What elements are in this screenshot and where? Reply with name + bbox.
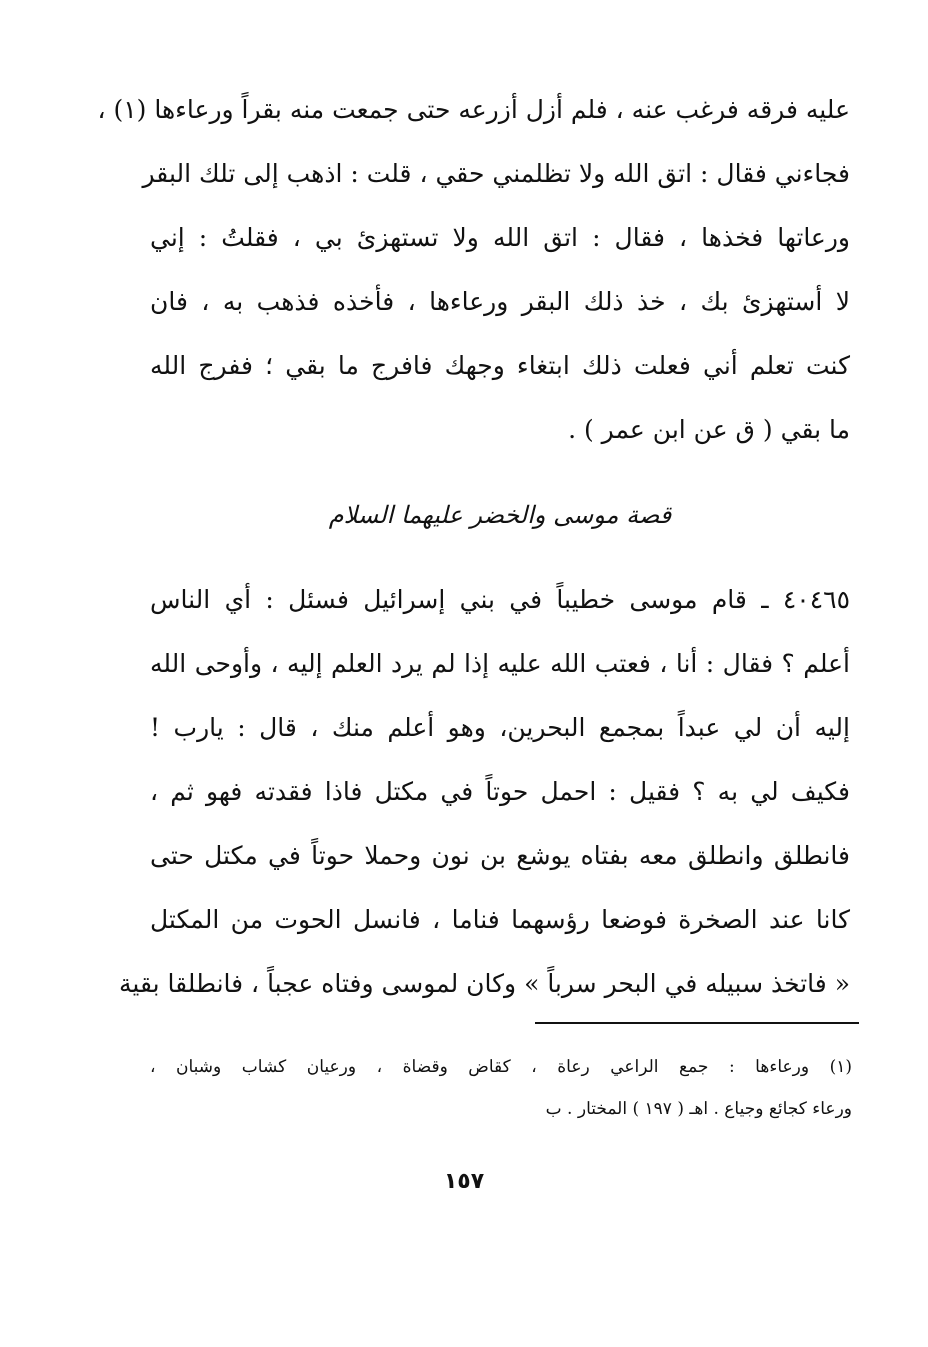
text-line: كنت تعلم أني فعلت ذلك ابتغاء وجهك فافرج ما بقي ؛ ففرج الله [150, 351, 850, 380]
story-paragraph [119, 568, 850, 1016]
text-line: فكيف لي به ؟ فقيل : احمل حوتاً في مكتل فاذا فقدته فهو ثم ، [150, 777, 850, 806]
section-heading: قصة موسى والخضر عليهما السلام [328, 501, 672, 529]
text-line: « فاتخذ سبيله في البحر سرباً » وكان لموسى وفتاه عجباً ، فانطلقا بقية [119, 969, 850, 998]
footnote-divider [535, 1022, 859, 1024]
text-line: إليه أن لي عبداً بمجمع البحرين، وهو أعلم منك ، قال : يارب ! [150, 713, 850, 742]
text-line: ورعاتها فخذها ، فقال : اتق الله ولا تستهزئ بي ، فقلتُ : إني [150, 223, 850, 252]
text-line: لا أستهزئ بك ، خذ ذلك البقر ورعاءها ، فأخذه فذهب به ، فان [150, 287, 850, 316]
text-line: ما بقي ( ق عن ابن عمر ) . [568, 415, 850, 444]
footnote [150, 1046, 852, 1130]
intro-paragraph [97, 78, 850, 462]
text-line: فجاءني فقال : اتق الله ولا تظلمني حقي ، قلت : اذهب إلى تلك البقر [142, 159, 850, 188]
text-line: كانا عند الصخرة فوضعا رؤسهما فناما ، فانسل الحوت من المكتل [150, 905, 850, 934]
footnote-line: (١) ورعاءها : جمع الراعي رعاة ، كقاض وقضاة ، ورعيان كشاب وشبان ، [150, 1057, 852, 1077]
text-line: عليه فرقه فرغب عنه ، فلم أزل أزرعه حتى جمعت منه بقراً ورعاءها (١) ، [97, 95, 850, 124]
text-line: أعلم ؟ فقال : أنا ، فعتب الله عليه إذا لم يرد العلم إليه ، وأوحى الله [150, 649, 850, 678]
page-number: ١٥٧ [443, 1169, 485, 1194]
text-line: ٤٠٤٦٥ ـ قام موسى خطيباً في بني إسرائيل فسئل : أي الناس [150, 585, 850, 614]
footnote-line: ورعاء كجائع وجياع . اهـ ( ١٩٧ ) المختار . ب [545, 1099, 852, 1119]
text-line: فانطلق وانطلق معه بفتاه يوشع بن نون وحملا حوتاً في مكتل حتى [150, 841, 850, 870]
